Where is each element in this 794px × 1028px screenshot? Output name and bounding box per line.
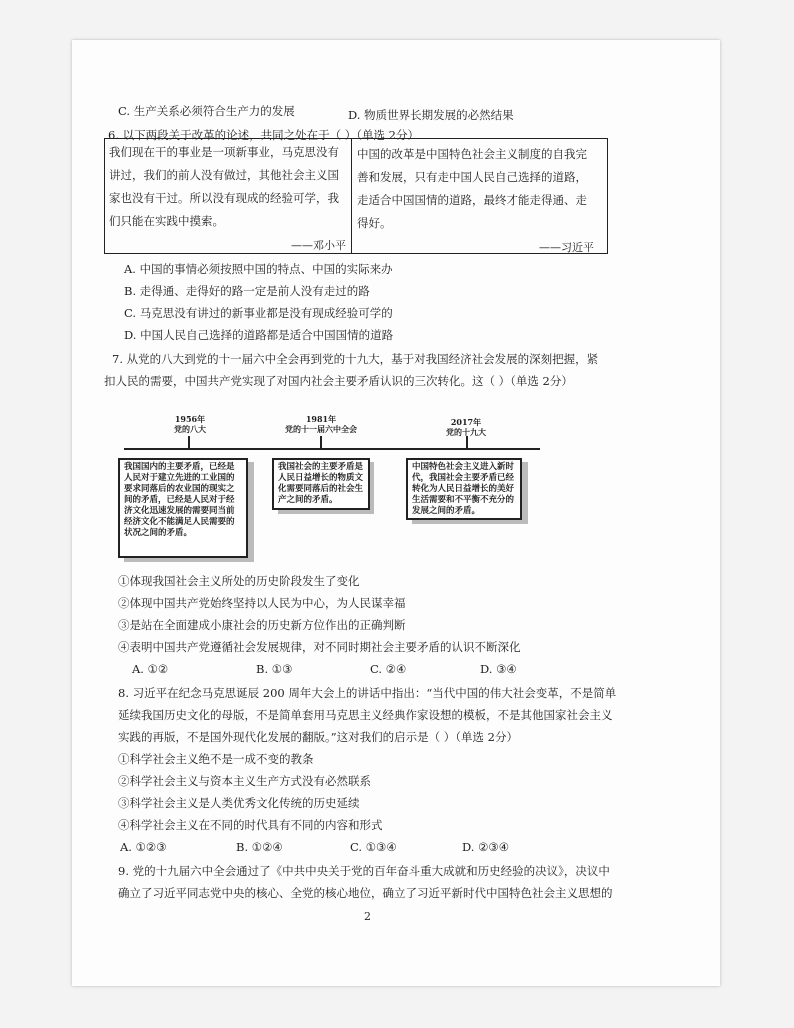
q6-author-right: ——习近平 [539,241,594,254]
timeline-1981-year: 1981年 [305,414,337,424]
q6-author-left: ——邓小平 [291,239,346,252]
timeline-2017-label [426,417,506,437]
q6-option-d: D. 中国人民自己选择的道路都是适合中国国情的道路 [124,328,394,342]
q9-stem-line1: 9. 党的十九届六中全会通过了《中共中央关于党的百年奋斗重大成就和历史经验的决议》，决议中 [118,864,610,878]
q8-option-c: C. ①③④ [350,840,397,854]
q8-option-b: B. ①②④ [236,840,283,854]
timeline-2017-event: 党的十九大 [446,427,486,437]
q8-statement-2: ②科学社会主义与资本主义生产方式没有必然联系 [118,774,371,788]
q6-quote-right: 中国的改革是中国特色社会主义制度的自我完善和发展，只有走中国人民自己选择的道路，走适合中国国情的道路，最终才能走得通、走得好。 [357,147,587,230]
timeline-tick-2017 [466,436,468,448]
q8-statement-1: ①科学社会主义绝不是一成不变的教条 [118,752,314,766]
q6-stem: 6. 以下两段关于改革的论述，共同之处在于（ ）（单选 2分） [108,128,420,142]
q9-stem-line2: 确立了习近平同志党中央的核心、全党的核心地位，确立了习近平新时代中国特色社会主义思想的 [118,886,613,900]
page-number: 2 [364,910,371,923]
q8-option-a: A. ①②③ [120,840,167,854]
q8-statement-4: ④科学社会主义在不同的时代具有不同的内容和形式 [118,818,383,832]
q6-quote-left: 我们现在干的事业是一项新事业，马克思没有讲过，我们的前人没有做过，其他社会主义国家也没有干过。所以没有现成的经验可学，我们只能在实践中摸索。 [109,145,339,228]
q8-stem-line3: 实践的再版，不是国外现代化发展的翻版。”这对我们的启示是（ ）（单选 2分） [118,730,519,744]
q8-stem-line2: 延续我国历史文化的母版，不是简单套用马克思主义经典作家设想的模板，不是其他国家社会主义 [118,708,613,722]
q7-statement-1: ①体现我国社会主义所处的历史阶段发生了变化 [118,574,360,588]
prev-option-c: C. 生产关系必须符合生产力的发展 [118,104,295,118]
timeline-axis [124,448,540,450]
q8-stem-line1: 8. 习近平在纪念马克思诞辰 200 周年大会上的讲话中指出：“当代中国的伟大社会变革，不是简单 [118,686,617,700]
timeline-tick-1956 [188,436,190,448]
timeline-1981-label [262,414,380,434]
q7-statement-3: ③是站在全面建成小康社会的历史新方位作出的正确判断 [118,618,406,632]
q7-statement-4: ④表明中国共产党遵循社会发展规律，对不同时期社会主要矛盾的认识不断深化 [118,640,521,654]
q8-statement-3: ③科学社会主义是人类优秀文化传统的历史延续 [118,796,360,810]
prev-option-d: D. 物质世界长期发展的必然结果 [348,108,514,122]
q7-option-a: A. ①② [132,662,169,676]
q6-option-b: B. 走得通、走得好的路一定是前人没有走过的路 [124,284,370,298]
q7-option-b: B. ①③ [256,662,293,676]
q7-option-c: C. ②④ [370,662,407,676]
q7-stem-line2: 扣人民的需要，中国共产党实现了对国内社会主要矛盾认识的三次转化。这（ ）（单选 2分） [104,374,573,388]
q6-quote-box [104,138,608,254]
timeline-1956-label [150,414,230,434]
q7-statement-2: ②体现中国共产党始终坚持以人民为中心，为人民谋幸福 [118,596,406,610]
q7-option-d: D. ③④ [480,662,517,676]
timeline-box-2017: 中国特色社会主义进入新时代，我国社会主要矛盾已经转化为人民日益增长的美好生活需要和不平衡不充分的发展之间的矛盾。 [406,458,522,520]
timeline-1981-event: 党的十一届六中全会 [285,424,357,434]
timeline-box-1981: 我国社会的主要矛盾是人民日益增长的物质文化需要同落后的社会生产之间的矛盾。 [272,458,370,510]
timeline-1956-year: 1956年 [174,414,206,424]
q6-option-c: C. 马克思没有讲过的新事业都是没有现成经验可学的 [124,306,393,320]
quote-divider [351,139,352,253]
timeline-2017-year: 2017年 [450,417,482,427]
timeline-tick-1981 [320,436,322,448]
q8-option-d: D. ②③④ [462,840,510,854]
q7-stem-line1: 7. 从党的八大到党的十一届六中全会再到党的十九大，基于对我国经济社会发展的深刻把握，紧 [112,352,599,366]
timeline-box-1956: 我国国内的主要矛盾，已经是人民对于建立先进的工业国的要求同落后的农业国的现实之间的矛盾，已经是人民对于经济文化迅速发展的需要同当前经济文化不能满足人民需要的状况之间的矛盾。 [118,458,248,558]
q6-option-a: A. 中国的事情必须按照中国的特点、中国的实际来办 [124,262,393,276]
timeline-1956-event: 党的八大 [174,424,206,434]
